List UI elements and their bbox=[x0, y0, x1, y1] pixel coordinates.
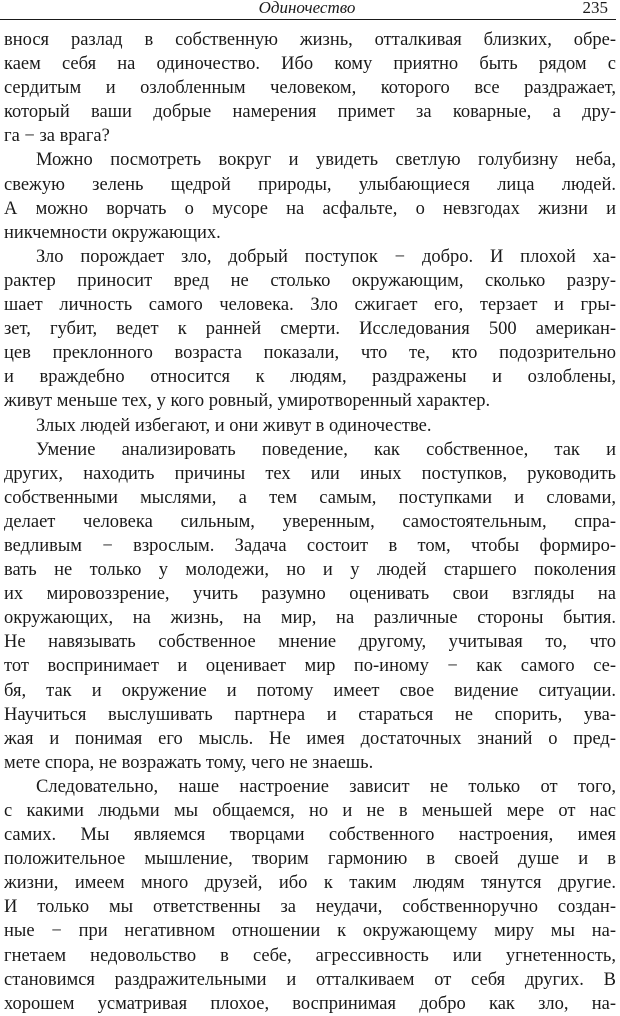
text-line: собственными мыслями, а тем самым, поступками и словами, bbox=[4, 487, 616, 508]
text-line: жая и понимая его мысль. Не имея достаточных знаний о пред- bbox=[4, 728, 616, 749]
text-line: делает человека сильным, уверенным, самостоятельным, спра- bbox=[4, 511, 616, 532]
running-head bbox=[0, 0, 614, 20]
text-line: положительное мышление, творим гармонию в своей душе и в bbox=[4, 849, 616, 870]
text-line: Следовательно, наше настроение зависит не только от того, bbox=[36, 776, 616, 797]
text-line: и враждебно относится к людям, раздражены и озлоблены, bbox=[4, 367, 616, 388]
text-line: шает личность самого человека. Зло сжигает его, терзает и гры- bbox=[4, 295, 616, 316]
text-line: га − за врага? bbox=[4, 126, 110, 147]
text-line: Умение анализировать поведение, как собственное, так и bbox=[36, 439, 616, 460]
text-line: живут меньше тех, у кого ровный, умиротворенный характер. bbox=[4, 391, 491, 412]
text-line: который ваши добрые намерения примет за коварные, а дру- bbox=[4, 102, 616, 123]
text-line: Зло порождает зло, добрый поступок − добро. И плохой ха- bbox=[36, 246, 616, 267]
text-line: зет, губит, ведет к ранней смерти. Исследования 500 американ- bbox=[4, 319, 616, 340]
text-line: свежую зелень щедрой природы, улыбающиеся лица людей. bbox=[4, 174, 616, 195]
text-line: тот воспринимает и оценивает мир по-иному − как самого се- bbox=[4, 656, 616, 677]
text-line: Злых людей избегают, и они живут в одиночестве. bbox=[36, 415, 432, 436]
text-line: каем себя на одиночество. Ибо кому приятно быть рядом с bbox=[4, 54, 616, 75]
text-line: А можно ворчать о мусоре на асфальте, о невзгодах жизни и bbox=[4, 198, 616, 219]
text-line: других, находить причины тех или иных поступков, руководить bbox=[4, 463, 616, 484]
body-text bbox=[4, 28, 616, 1016]
text-line: никчемности окружающих. bbox=[4, 222, 221, 243]
text-line: Научиться выслушивать партнера и стараться не спорить, ува- bbox=[4, 704, 616, 725]
text-line: ведливым − взрослым. Задача состоит в том, чтобы формиро- bbox=[4, 535, 616, 556]
header-rule bbox=[0, 19, 616, 20]
text-line: хорошем усматривая плохое, воспринимая добро как зло, на- bbox=[4, 993, 616, 1014]
text-line: самих. Мы являемся творцами собственного настроения, имея bbox=[4, 825, 616, 846]
text-line: сердитым и озлобленным человеком, которого все раздражает, bbox=[4, 78, 616, 99]
page-number: 235 bbox=[582, 0, 608, 17]
text-line: ные − при негативном отношении к окружающему миру мы на- bbox=[4, 921, 616, 942]
text-line: гнетаем недовольство в себе, агрессивность или угнетенность, bbox=[4, 945, 616, 966]
text-line: бя, так и окружение и потому имеет свое видение ситуации. bbox=[4, 680, 616, 701]
text-line: Не навязывать собственное мнение другому, учитывая то, что bbox=[4, 632, 616, 653]
text-line: цев преклонного возраста показали, что те, кто подозрительно bbox=[4, 343, 616, 364]
text-line: вать не только у молодежи, но и у людей старшего поколения bbox=[4, 560, 616, 581]
text-line: Можно посмотреть вокруг и увидеть светлую голубизну неба, bbox=[36, 150, 616, 171]
text-line: с какими людьми мы общаемся, но и не в меньшей мере от нас bbox=[4, 801, 616, 821]
text-line: внося разлад в собственную жизнь, отталкивая близких, обре- bbox=[4, 30, 616, 50]
text-line: рактер приносит вред не столько окружающим, сколько разру- bbox=[4, 270, 616, 291]
text-line: жизни, имеем много друзей, ибо к таким людям тянутся другие. bbox=[4, 873, 616, 894]
text-line: И только мы ответственны за неудачи, собственноручно создан- bbox=[4, 897, 616, 918]
text-line: становимся раздражительными и отталкиваем от себя других. В bbox=[4, 969, 616, 990]
text-line: мете спора, не возражать тому, чего не знаешь. bbox=[4, 752, 374, 773]
text-line: их мировоззрение, учить разумно оценивать свои взгляды на bbox=[4, 584, 616, 605]
running-title: Одиночество bbox=[258, 0, 356, 17]
text-line: окружающих, на жизнь, на мир, на различные стороны бытия. bbox=[4, 608, 616, 629]
